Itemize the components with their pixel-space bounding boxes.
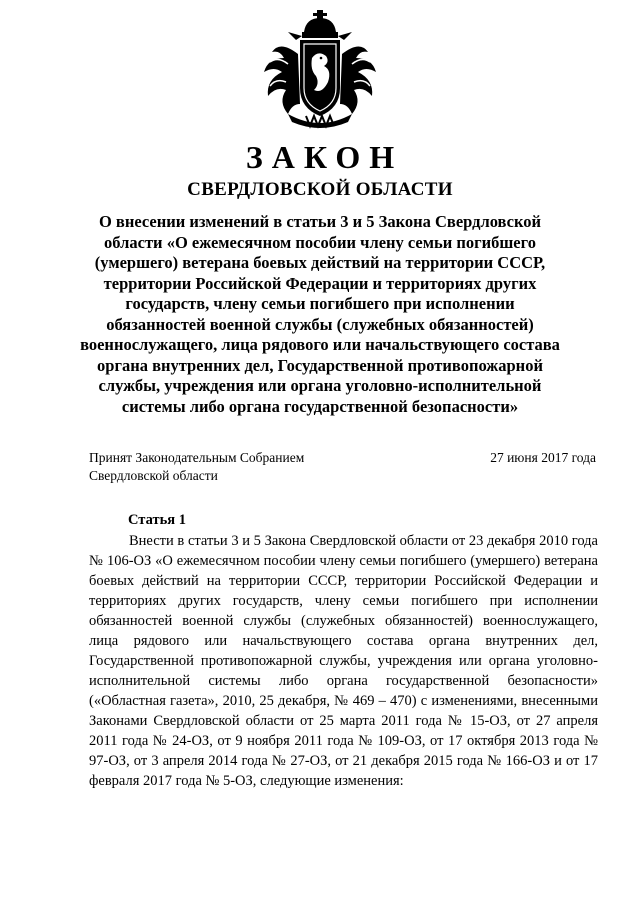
document-title: ЗАКОН xyxy=(245,139,404,175)
adoption-line-2: Свердловской области xyxy=(89,468,218,483)
adoption-date: 27 июня 2017 года xyxy=(490,450,596,465)
adoption-info xyxy=(89,449,304,485)
article-1-text: Внести в статьи 3 и 5 Закона Свердловской области от 23 декабря 2010 года № 106-ОЗ «О ежемесячном пособии члену семьи погибшего (умершего) ветерана боевых действий на территории СССР, территории Российской Федерации и территориях других государств, члену семьи погибшего при исполнении обязанностей военной службы (служебных обязанностей) военнослужащего, лица рядового или начальствующего состава органа внутренних дел, Государственной противопожарной службы, учреждения или органа уголовно-исполнительной системы либо органа государственной безопасности» («Областная газета», 2010, 25 декабря, № 469 – 470) с изменениями, внесенными Законами Свердловской области от 25 марта 2011 года № 15-ОЗ, от 27 апреля 2011 года № 24-ОЗ, от 9 ноября 2011 года № 109-ОЗ, от 17 октября 2013 года № 97-ОЗ, от 3 апреля 2014 года № 27-ОЗ, от 21 декабря 2015 года № 166-ОЗ и от 17 февраля 2017 года № 5-ОЗ, следующие изменения: xyxy=(89,533,598,789)
law-name: О внесении изменений в статьи 3 и 5 Закона Свердловской области «О ежемесячном пособии члену семьи погибшего (умершего) ветерана боевых действий на территории СССР, территории Российской Федерации и территориях других государств, члену семьи погибшего при исполнении обязанностей военной службы (служебных обязанностей) военнослужащего, лица рядового или начальствующего состава органа внутренних дел, Государственной противопожарной службы, учреждения или органа уголовно-исполнительной системы либо органа государственной безопасности» xyxy=(80,212,560,416)
article-1-title: Статья 1 xyxy=(128,512,186,528)
document-subtitle: СВЕРДЛОВСКОЙ ОБЛАСТИ xyxy=(187,179,453,200)
adoption-line-1: Принят Законодательным Собранием xyxy=(89,450,305,465)
coat-of-arms-icon xyxy=(258,10,382,130)
